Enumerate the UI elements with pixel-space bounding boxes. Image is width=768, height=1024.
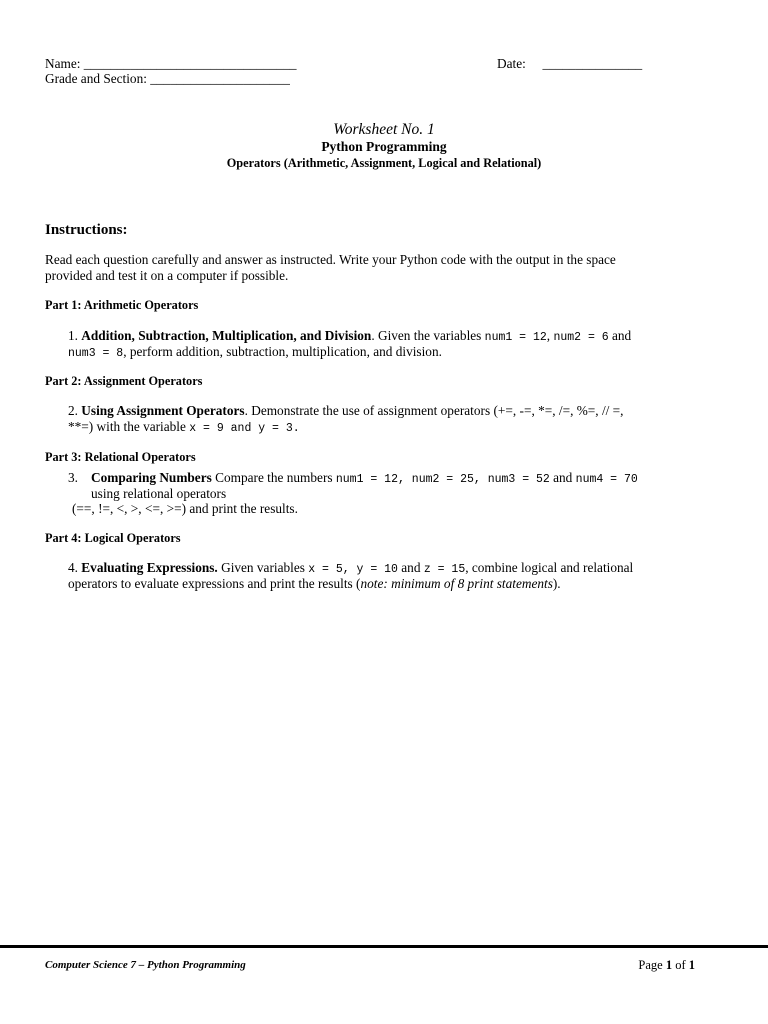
part3-text-2: and bbox=[549, 470, 576, 485]
footer-rule bbox=[0, 945, 768, 948]
part1-text-1: . Given the variables bbox=[371, 328, 485, 343]
part3-heading: Part 3: Relational Operators bbox=[45, 450, 196, 464]
part4-text-1: Given variables bbox=[217, 560, 309, 575]
part4-code-2: z = 15 bbox=[423, 563, 466, 576]
footer-course: Computer Science 7 – Python Programming bbox=[45, 959, 246, 971]
grade-label: Grade and Section: bbox=[45, 71, 147, 86]
worksheet-title: Worksheet No. 1 bbox=[333, 121, 435, 138]
part4-heading: Part 4: Logical Operators bbox=[45, 531, 181, 545]
date-field bbox=[497, 56, 642, 72]
part3-text-1: Compare the numbers bbox=[211, 470, 336, 485]
part1-code-3: num3 = 8 bbox=[68, 347, 124, 360]
date-label: Date: bbox=[497, 56, 526, 71]
instructions-line-1: Read each question carefully and answer as instructed. Write your Python code with the output in the space bbox=[45, 252, 616, 267]
part1-sep-1: , bbox=[546, 328, 554, 343]
part3-line-2: using relational operators bbox=[91, 486, 227, 501]
topic-title: Operators (Arithmetic, Assignment, Logical and Relational) bbox=[226, 156, 542, 170]
part2-number: 2. bbox=[68, 403, 82, 418]
part1-question-line-2 bbox=[68, 344, 708, 362]
part2-text-1: . Demonstrate the use of assignment operators (+=, -=, *=, /=, %=, // =, bbox=[244, 403, 624, 418]
part1-heading: Part 1: Arithmetic Operators bbox=[45, 298, 199, 312]
part4-text-2: and bbox=[397, 560, 424, 575]
part3-code-1: num1 = 12, num2 = 25, num3 = 52 bbox=[335, 473, 550, 486]
page-label: Page bbox=[638, 958, 666, 972]
part3-title: Comparing Numbers bbox=[91, 470, 212, 485]
part4-text-3: , combine logical and relational bbox=[465, 560, 634, 575]
part3-line-3: (==, !=, <, >, <=, >=) and print the results. bbox=[72, 501, 298, 516]
name-field bbox=[45, 56, 297, 72]
part2-text-2: **=) with the variable bbox=[68, 419, 190, 434]
part4-line-2: operators to evaluate expressions and print the results ( bbox=[68, 576, 361, 591]
part3-number: 3. bbox=[68, 470, 78, 485]
part1-number: 1. bbox=[68, 328, 82, 343]
page-of: of bbox=[672, 958, 689, 972]
part2-code-1: x = 9 and y = 3. bbox=[189, 422, 300, 435]
instructions-line-2: provided and test it on a computer if possible. bbox=[45, 268, 289, 283]
part1-title: Addition, Subtraction, Multiplication, and Division bbox=[81, 328, 372, 343]
grade-blank: _____________________ bbox=[150, 71, 290, 86]
subject-title: Python Programming bbox=[321, 139, 447, 154]
name-label: Name: bbox=[45, 56, 81, 71]
part4-note: note: minimum of 8 print statements bbox=[360, 576, 553, 591]
page-current: 1 bbox=[665, 958, 673, 972]
part4-number: 4. bbox=[68, 560, 82, 575]
grade-section-field bbox=[45, 71, 290, 87]
part2-title: Using Assignment Operators bbox=[81, 403, 245, 418]
footer-page-number bbox=[638, 957, 695, 973]
part1-text-3: , perform addition, subtraction, multiplication, and division. bbox=[123, 344, 442, 359]
date-blank: _______________ bbox=[542, 56, 643, 71]
part1-code-2: num2 = 6 bbox=[553, 331, 609, 344]
part1-text-2: and bbox=[608, 328, 632, 343]
name-blank: ________________________________ bbox=[83, 56, 297, 71]
part2-question-line-2 bbox=[68, 419, 708, 437]
part4-line-2-end: ). bbox=[552, 576, 561, 591]
part1-code-1: num1 = 12 bbox=[484, 331, 547, 344]
instructions-heading: Instructions: bbox=[45, 222, 128, 238]
part4-title: Evaluating Expressions. bbox=[81, 560, 218, 575]
part4-code-1: x = 5, y = 10 bbox=[308, 563, 398, 576]
part4-question-line-2 bbox=[68, 576, 708, 592]
part2-question bbox=[68, 403, 708, 419]
part2-heading: Part 2: Assignment Operators bbox=[45, 374, 203, 388]
page-total: 1 bbox=[688, 958, 695, 972]
part3-code-2: num4 = 70 bbox=[575, 473, 638, 486]
